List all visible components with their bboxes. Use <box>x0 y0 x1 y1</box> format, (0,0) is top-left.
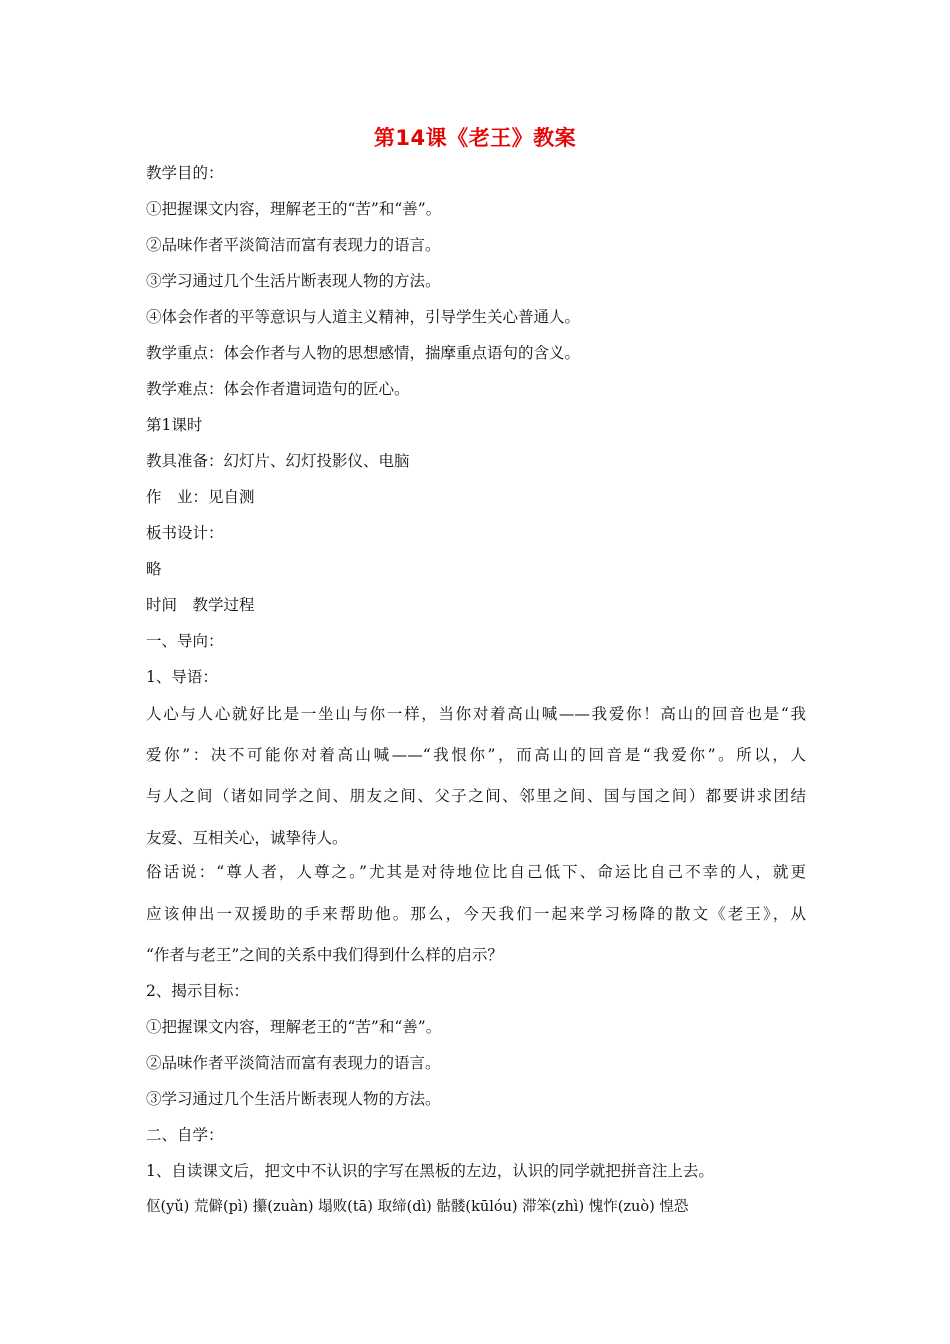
text-line: ②品味作者平淡简洁而富有表现力的语言。 <box>146 236 441 254</box>
text-line: 1、自读课文后，把文中不认识的字写在黑板的左边，认识的同学就把拼音注上去。 <box>146 1162 714 1180</box>
pinyin-line: 伛(yǔ) 荒僻(pì) 攥(zuàn) 塌败(tā) 取缔(dì) 骷髅(kūlóu) 滞笨(zhì) 愧怍(zuò) 惶恐 <box>146 1199 689 1215</box>
text-line: 二、自学： <box>146 1126 224 1144</box>
text-line: 教学目的： <box>146 164 224 182</box>
paragraph-line: 与人之间（诸如同学之间、朋友之间、父子之间、邻里之间、国与国之间）都要讲求团结 <box>146 787 806 805</box>
text-line: ④体会作者的平等意识与人道主义精神，引导学生关心普通人。 <box>146 308 581 326</box>
document-title: 第14课《老王》教案 <box>373 126 577 150</box>
text-line: ③学习通过几个生活片断表现人物的方法。 <box>146 272 441 290</box>
text-line: 1、导语： <box>146 668 218 686</box>
text-line: 教学重点：体会作者与人物的思想感情，揣摩重点语句的含义。 <box>146 344 581 362</box>
paragraph-line: 应该伸出一双援助的手来帮助他。那么，今天我们一起来学习杨降的散文《老王》，从 <box>146 905 806 923</box>
text-line: ①把握课文内容，理解老王的“苦”和“善”。 <box>146 1018 442 1036</box>
paragraph-line: 爱你”：决不可能你对着高山喊——“我恨你”，而高山的回音是“我爱你”。所以，人 <box>146 746 806 764</box>
text-line: 一、导向： <box>146 632 224 650</box>
text-line: 教学难点：体会作者遣词造句的匠心。 <box>146 380 410 398</box>
text-line: 时间 教学过程 <box>146 596 255 614</box>
text-line: ①把握课文内容，理解老王的“苦”和“善”。 <box>146 200 442 218</box>
text-line: 板书设计： <box>146 524 224 542</box>
text-line: 教具准备：幻灯片、幻灯投影仪、电脑 <box>146 452 410 470</box>
text-line: 第1课时 <box>146 416 203 434</box>
paragraph-line: 人心与人心就好比是一坐山与你一样，当你对着高山喊——我爱你！高山的回音也是“我 <box>146 705 806 723</box>
text-line: 作 业：见自测 <box>146 488 255 506</box>
paragraph-line: 友爱、互相关心，诚挚待人。 <box>146 829 348 847</box>
text-line: ③学习通过几个生活片断表现人物的方法。 <box>146 1090 441 1108</box>
text-line: 2、揭示目标： <box>146 982 249 1000</box>
paragraph-line: “作者与老王”之间的关系中我们得到什么样的启示？ <box>146 946 503 964</box>
text-line: ②品味作者平淡简洁而富有表现力的语言。 <box>146 1054 441 1072</box>
paragraph-line: 俗话说：“尊人者，人尊之。”尤其是对待地位比自己低下、命运比自己不幸的人，就更 <box>146 863 806 881</box>
text-line: 略 <box>146 560 162 578</box>
